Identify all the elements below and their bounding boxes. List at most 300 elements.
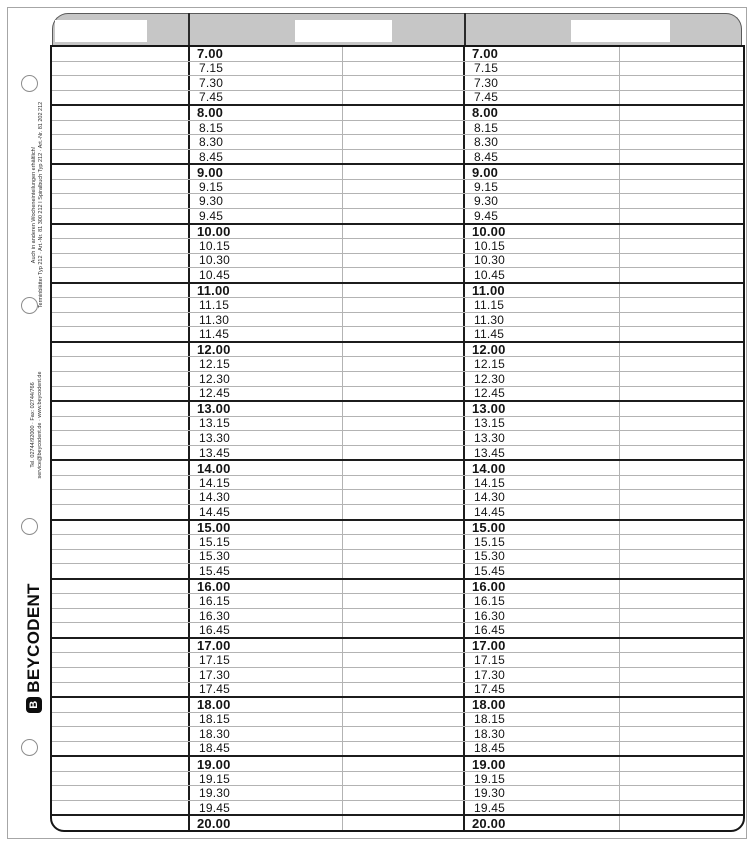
- day2-entry-cell: [620, 772, 743, 786]
- day1-entry-cell: [343, 165, 465, 179]
- day2-entry-cell: [620, 550, 743, 564]
- day2-time-label: 14.45: [465, 505, 620, 519]
- day1-time-label: 17.45: [190, 683, 343, 697]
- margin-cell: [52, 772, 190, 786]
- day1-entry-cell: [343, 786, 465, 800]
- day2-entry-cell: [620, 564, 743, 578]
- margin-cell: [52, 580, 190, 594]
- day2-time-label: 13.15: [465, 417, 620, 431]
- day1-entry-cell: [343, 727, 465, 741]
- day2-time-label: 18.30: [465, 727, 620, 741]
- time-row: [52, 326, 743, 341]
- day2-time-label: 16.00: [465, 580, 620, 594]
- day2-entry-cell: [620, 431, 743, 445]
- day2-entry-cell: [620, 535, 743, 549]
- day1-time-label: 19.00: [190, 757, 343, 771]
- day2-time-label: 13.00: [465, 402, 620, 416]
- time-row: [52, 179, 743, 194]
- margin-cell: [52, 535, 190, 549]
- day1-entry-cell: [343, 402, 465, 416]
- time-row: [52, 593, 743, 608]
- day2-time-label: 8.45: [465, 150, 620, 164]
- day1-entry-cell: [343, 698, 465, 712]
- day1-time-label: 16.45: [190, 623, 343, 637]
- day2-entry-cell: [620, 801, 743, 815]
- day1-time-label: 13.15: [190, 417, 343, 431]
- day2-entry-cell: [620, 713, 743, 727]
- time-row: [52, 534, 743, 549]
- day2-time-label: 14.30: [465, 490, 620, 504]
- margin-cell: [52, 239, 190, 253]
- time-row: [52, 785, 743, 800]
- day1-time-label: 18.15: [190, 713, 343, 727]
- day1-entry-cell: [343, 580, 465, 594]
- day2-entry-cell: [620, 476, 743, 490]
- brand-name: BEYCODENT: [24, 583, 43, 693]
- margin-cell: [52, 786, 190, 800]
- day1-entry-cell: [343, 254, 465, 268]
- day1-entry-cell: [343, 180, 465, 194]
- day2-entry-cell: [620, 461, 743, 475]
- day1-entry-cell: [343, 387, 465, 401]
- day2-time-label: 7.00: [465, 47, 620, 61]
- day2-time-label: 20.00: [465, 816, 620, 830]
- time-row: [52, 489, 743, 504]
- day1-time-label: 10.45: [190, 268, 343, 282]
- margin-cell: [52, 106, 190, 120]
- day1-time-label: 15.30: [190, 550, 343, 564]
- day1-time-label: 13.00: [190, 402, 343, 416]
- day2-time-label: 9.45: [465, 209, 620, 223]
- day2-time-label: 12.30: [465, 372, 620, 386]
- time-row: [52, 637, 743, 653]
- time-row: [52, 578, 743, 594]
- day1-time-label: 12.30: [190, 372, 343, 386]
- day1-time-label: 18.00: [190, 698, 343, 712]
- day2-entry-cell: [620, 62, 743, 76]
- day1-entry-cell: [343, 550, 465, 564]
- day1-entry-cell: [343, 639, 465, 653]
- day2-entry-cell: [620, 150, 743, 164]
- day1-entry-cell: [343, 313, 465, 327]
- day1-entry-cell: [343, 757, 465, 771]
- day1-entry-cell: [343, 476, 465, 490]
- time-row: [52, 371, 743, 386]
- contact-line1: Tel. 02744/92000 · Fax: 02744/766: [30, 382, 36, 468]
- margin-cell: [52, 816, 190, 830]
- time-row: [52, 814, 743, 830]
- day2-time-label: 12.00: [465, 343, 620, 357]
- margin-cell: [52, 254, 190, 268]
- day1-entry-cell: [343, 417, 465, 431]
- margin-cell: [52, 47, 190, 61]
- date-box-day1: [295, 20, 392, 42]
- day2-entry-cell: [620, 609, 743, 623]
- day2-time-label: 15.15: [465, 535, 620, 549]
- time-row: [52, 712, 743, 727]
- day1-entry-cell: [343, 135, 465, 149]
- day1-entry-cell: [343, 225, 465, 239]
- day1-entry-cell: [343, 106, 465, 120]
- date-box-day2: [571, 20, 670, 42]
- margin-cell: [52, 446, 190, 460]
- time-row: [52, 475, 743, 490]
- day1-entry-cell: [343, 239, 465, 253]
- day1-time-label: 7.15: [190, 62, 343, 76]
- day2-time-label: 7.15: [465, 62, 620, 76]
- day2-entry-cell: [620, 698, 743, 712]
- day2-time-label: 14.15: [465, 476, 620, 490]
- day2-entry-cell: [620, 505, 743, 519]
- margin-cell: [52, 564, 190, 578]
- day1-entry-cell: [343, 683, 465, 697]
- day2-time-label: 10.15: [465, 239, 620, 253]
- margin-cell: [52, 284, 190, 298]
- day1-entry-cell: [343, 194, 465, 208]
- day1-entry-cell: [343, 327, 465, 341]
- margin-cell: [52, 683, 190, 697]
- time-row: [52, 459, 743, 475]
- day1-entry-cell: [343, 505, 465, 519]
- margin-cell: [52, 313, 190, 327]
- day1-entry-cell: [343, 535, 465, 549]
- margin-cell: [52, 623, 190, 637]
- day1-time-label: 11.45: [190, 327, 343, 341]
- day1-time-label: 11.15: [190, 298, 343, 312]
- time-row: [52, 238, 743, 253]
- day1-entry-cell: [343, 713, 465, 727]
- margin-cell: [52, 343, 190, 357]
- margin-cell: [52, 76, 190, 90]
- time-row: [52, 445, 743, 460]
- day1-entry-cell: [343, 653, 465, 667]
- day2-entry-cell: [620, 209, 743, 223]
- day2-entry-cell: [620, 343, 743, 357]
- margin-cell: [52, 150, 190, 164]
- time-row: [52, 519, 743, 535]
- header-divider: [464, 13, 466, 45]
- day2-time-label: 12.45: [465, 387, 620, 401]
- day1-time-label: 18.30: [190, 727, 343, 741]
- day1-entry-cell: [343, 62, 465, 76]
- margin-availability-note: [31, 92, 45, 318]
- brand-logo: [23, 585, 45, 711]
- day1-time-label: 17.00: [190, 639, 343, 653]
- day2-time-label: 15.00: [465, 521, 620, 535]
- time-row: [52, 61, 743, 76]
- day2-entry-cell: [620, 683, 743, 697]
- day1-time-label: 16.00: [190, 580, 343, 594]
- punch-hole: [21, 739, 38, 756]
- day2-entry-cell: [620, 786, 743, 800]
- margin-cell: [52, 727, 190, 741]
- day1-time-label: 10.15: [190, 239, 343, 253]
- day1-entry-cell: [343, 490, 465, 504]
- time-row: [52, 755, 743, 771]
- punch-hole: [21, 518, 38, 535]
- day1-time-label: 14.00: [190, 461, 343, 475]
- margin-cell: [52, 372, 190, 386]
- day2-entry-cell: [620, 135, 743, 149]
- time-row: [52, 208, 743, 223]
- day2-entry-cell: [620, 387, 743, 401]
- margin-cell: [52, 62, 190, 76]
- time-row: [52, 608, 743, 623]
- margin-cell: [52, 357, 190, 371]
- time-row: [52, 149, 743, 164]
- day1-time-label: 19.45: [190, 801, 343, 815]
- day2-time-label: 19.45: [465, 801, 620, 815]
- day2-time-label: 14.00: [465, 461, 620, 475]
- day1-time-label: 20.00: [190, 816, 343, 830]
- day2-entry-cell: [620, 402, 743, 416]
- time-row: [52, 282, 743, 298]
- day2-entry-cell: [620, 580, 743, 594]
- day1-entry-cell: [343, 816, 465, 830]
- day1-time-label: 19.30: [190, 786, 343, 800]
- day1-time-label: 17.15: [190, 653, 343, 667]
- day2-time-label: 17.00: [465, 639, 620, 653]
- day2-time-label: 16.30: [465, 609, 620, 623]
- day2-entry-cell: [620, 757, 743, 771]
- day1-entry-cell: [343, 91, 465, 105]
- day1-time-label: 9.00: [190, 165, 343, 179]
- day2-time-label: 16.45: [465, 623, 620, 637]
- day2-time-label: 19.00: [465, 757, 620, 771]
- day2-entry-cell: [620, 594, 743, 608]
- time-row: [52, 563, 743, 578]
- day2-time-label: 19.30: [465, 786, 620, 800]
- time-row: [52, 223, 743, 239]
- day1-entry-cell: [343, 742, 465, 756]
- day2-entry-cell: [620, 313, 743, 327]
- time-row: [52, 667, 743, 682]
- day1-time-label: 18.45: [190, 742, 343, 756]
- day1-time-label: 9.30: [190, 194, 343, 208]
- time-row: [52, 682, 743, 697]
- day2-time-label: 10.45: [465, 268, 620, 282]
- day1-time-label: 15.00: [190, 521, 343, 535]
- time-row: [52, 104, 743, 120]
- margin-cell: [52, 698, 190, 712]
- day2-time-label: 13.30: [465, 431, 620, 445]
- time-row: [52, 312, 743, 327]
- day2-time-label: 17.45: [465, 683, 620, 697]
- day2-entry-cell: [620, 268, 743, 282]
- day1-entry-cell: [343, 564, 465, 578]
- time-row: [52, 504, 743, 519]
- day2-entry-cell: [620, 180, 743, 194]
- day1-time-label: 14.30: [190, 490, 343, 504]
- day1-time-label: 15.45: [190, 564, 343, 578]
- day1-time-label: 9.15: [190, 180, 343, 194]
- day1-entry-cell: [343, 343, 465, 357]
- time-row: [52, 47, 743, 61]
- day2-entry-cell: [620, 417, 743, 431]
- day2-entry-cell: [620, 284, 743, 298]
- day2-time-label: 9.00: [465, 165, 620, 179]
- margin-cell: [52, 402, 190, 416]
- time-row: [52, 800, 743, 815]
- schedule-body: [52, 47, 743, 830]
- day1-entry-cell: [343, 47, 465, 61]
- day1-entry-cell: [343, 446, 465, 460]
- day1-entry-cell: [343, 357, 465, 371]
- day1-entry-cell: [343, 594, 465, 608]
- day2-time-label: 12.15: [465, 357, 620, 371]
- time-row: [52, 652, 743, 667]
- day2-time-label: 10.30: [465, 254, 620, 268]
- margin-cell: [52, 165, 190, 179]
- day2-time-label: 18.15: [465, 713, 620, 727]
- margin-cell: [52, 225, 190, 239]
- day2-entry-cell: [620, 372, 743, 386]
- day1-time-label: 12.15: [190, 357, 343, 371]
- margin-cell: [52, 476, 190, 490]
- time-row: [52, 430, 743, 445]
- day1-entry-cell: [343, 372, 465, 386]
- day1-time-label: 10.00: [190, 225, 343, 239]
- day2-time-label: 7.30: [465, 76, 620, 90]
- day2-time-label: 11.00: [465, 284, 620, 298]
- day1-entry-cell: [343, 431, 465, 445]
- day2-entry-cell: [620, 76, 743, 90]
- day1-time-label: 19.15: [190, 772, 343, 786]
- day2-time-label: 13.45: [465, 446, 620, 460]
- day2-entry-cell: [620, 653, 743, 667]
- day2-entry-cell: [620, 742, 743, 756]
- day2-time-label: 15.45: [465, 564, 620, 578]
- margin-cell: [52, 668, 190, 682]
- day1-entry-cell: [343, 521, 465, 535]
- day2-entry-cell: [620, 165, 743, 179]
- day2-time-label: 17.15: [465, 653, 620, 667]
- day1-entry-cell: [343, 121, 465, 135]
- contact-line2: service@beycodent.de · www.beycodent.de: [37, 371, 43, 479]
- time-row: [52, 622, 743, 637]
- day2-time-label: 11.30: [465, 313, 620, 327]
- day1-entry-cell: [343, 284, 465, 298]
- day2-time-label: 8.00: [465, 106, 620, 120]
- time-row: [52, 726, 743, 741]
- margin-cell: [52, 609, 190, 623]
- time-row: [52, 549, 743, 564]
- day2-entry-cell: [620, 727, 743, 741]
- day2-entry-cell: [620, 239, 743, 253]
- day1-entry-cell: [343, 668, 465, 682]
- day1-time-label: 11.00: [190, 284, 343, 298]
- margin-cell: [52, 594, 190, 608]
- day2-time-label: 8.30: [465, 135, 620, 149]
- day1-time-label: 17.30: [190, 668, 343, 682]
- margin-contact-info: [30, 349, 44, 501]
- margin-cell: [52, 639, 190, 653]
- day1-entry-cell: [343, 150, 465, 164]
- day1-time-label: 12.45: [190, 387, 343, 401]
- day2-time-label: 10.00: [465, 225, 620, 239]
- day2-entry-cell: [620, 668, 743, 682]
- time-row: [52, 400, 743, 416]
- day1-time-label: 12.00: [190, 343, 343, 357]
- day1-time-label: 9.45: [190, 209, 343, 223]
- day2-time-label: 15.30: [465, 550, 620, 564]
- day1-time-label: 16.15: [190, 594, 343, 608]
- time-row: [52, 90, 743, 105]
- date-box-left: [55, 20, 147, 42]
- day2-time-label: 17.30: [465, 668, 620, 682]
- day1-time-label: 15.15: [190, 535, 343, 549]
- margin-cell: [52, 653, 190, 667]
- day2-entry-cell: [620, 194, 743, 208]
- day1-time-label: 8.30: [190, 135, 343, 149]
- margin-cell: [52, 757, 190, 771]
- time-row: [52, 356, 743, 371]
- time-row: [52, 134, 743, 149]
- day2-entry-cell: [620, 490, 743, 504]
- time-row: [52, 120, 743, 135]
- day2-time-label: 9.30: [465, 194, 620, 208]
- day2-entry-cell: [620, 47, 743, 61]
- time-row: [52, 75, 743, 90]
- day2-entry-cell: [620, 357, 743, 371]
- day1-entry-cell: [343, 609, 465, 623]
- day2-entry-cell: [620, 816, 743, 830]
- day1-time-label: 16.30: [190, 609, 343, 623]
- margin-cell: [52, 298, 190, 312]
- margin-cell: [52, 121, 190, 135]
- day2-time-label: 18.45: [465, 742, 620, 756]
- margin-cell: [52, 327, 190, 341]
- day2-time-label: 9.15: [465, 180, 620, 194]
- day1-time-label: 8.15: [190, 121, 343, 135]
- day2-time-label: 11.45: [465, 327, 620, 341]
- margin-cell: [52, 713, 190, 727]
- margin-cell: [52, 268, 190, 282]
- day1-time-label: 10.30: [190, 254, 343, 268]
- margin-cell: [52, 742, 190, 756]
- margin-cell: [52, 505, 190, 519]
- day1-entry-cell: [343, 772, 465, 786]
- day1-entry-cell: [343, 209, 465, 223]
- day1-time-label: 7.30: [190, 76, 343, 90]
- margin-cell: [52, 461, 190, 475]
- time-row: [52, 193, 743, 208]
- day1-time-label: 13.30: [190, 431, 343, 445]
- time-row: [52, 341, 743, 357]
- margin-cell: [52, 490, 190, 504]
- day2-time-label: 7.45: [465, 91, 620, 105]
- day2-entry-cell: [620, 106, 743, 120]
- day2-time-label: 16.15: [465, 594, 620, 608]
- day2-entry-cell: [620, 327, 743, 341]
- margin-cell: [52, 194, 190, 208]
- day1-entry-cell: [343, 623, 465, 637]
- time-row: [52, 297, 743, 312]
- day1-time-label: 14.45: [190, 505, 343, 519]
- availability-note-line2: Terminblätter Typ 212 · Art.-Nr. 81 300 212 I Spiralbuch Typ 212 · Art.-Nr. 81 202 212: [38, 101, 44, 309]
- availability-note-line1: Auch in anderen Wocheneinteilungen erhältlich!: [31, 146, 37, 264]
- day1-entry-cell: [343, 76, 465, 90]
- day1-time-label: 7.45: [190, 91, 343, 105]
- day1-time-label: 13.45: [190, 446, 343, 460]
- schedule-table: [50, 45, 745, 832]
- time-row: [52, 771, 743, 786]
- time-row: [52, 741, 743, 756]
- time-row: [52, 163, 743, 179]
- day1-time-label: 8.45: [190, 150, 343, 164]
- day2-entry-cell: [620, 521, 743, 535]
- day2-entry-cell: [620, 298, 743, 312]
